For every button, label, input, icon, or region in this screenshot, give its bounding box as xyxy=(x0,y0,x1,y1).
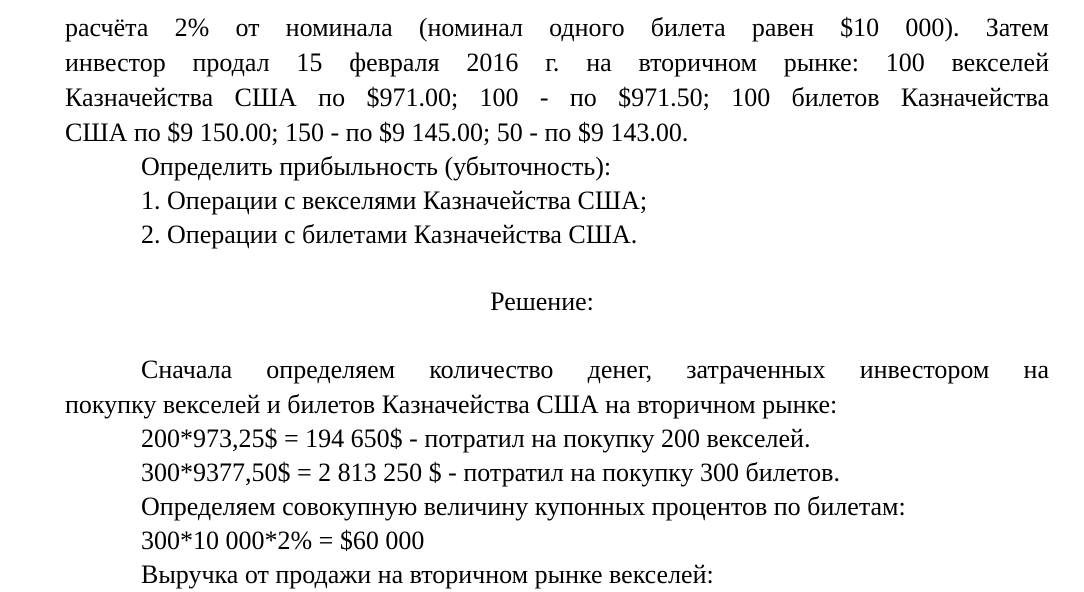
task-item-1: 1. Операции с векселями Казначейства США; xyxy=(141,186,648,215)
intro-line-1: расчёта 2% от номинала (номинал одного билета равен $10 000). Затем xyxy=(65,13,1049,42)
revenue-intro: Выручка от продажи на вторичном рынке векселей: xyxy=(141,560,714,589)
solution-heading: Решение: xyxy=(490,287,594,316)
solution-para-line-2: покупку векселей и билетов Казначейства США на вторичном рынке: xyxy=(65,390,838,419)
intro-line-3: Казначейства США по $971.00; 100 - по $971.50; 100 билетов Казначейства xyxy=(65,83,1049,112)
intro-line-4: США по $9 150.00; 150 - по $9 145.00; 50 - по $9 143.00. xyxy=(65,118,689,147)
coupon-intro: Определяем совокупную величину купонных процентов по билетам: xyxy=(141,492,906,521)
solution-para-line-1: Сначала определяем количество денег, затраченных инвестором на xyxy=(141,355,1049,384)
calc-line-1: 200*973,25$ = 194 650$ - потратил на покупку 200 векселей. xyxy=(141,424,811,453)
task-prompt: Определить прибыльность (убыточность): xyxy=(141,152,612,181)
calc-line-2: 300*9377,50$ = 2 813 250 $ - потратил на покупку 300 билетов. xyxy=(141,458,840,487)
coupon-calc: 300*10 000*2% = $60 000 xyxy=(141,526,425,555)
task-item-2: 2. Операции с билетами Казначейства США. xyxy=(141,220,638,249)
intro-line-2: инвестор продал 15 февраля 2016 г. на вторичном рынке: 100 векселей xyxy=(65,48,1049,77)
